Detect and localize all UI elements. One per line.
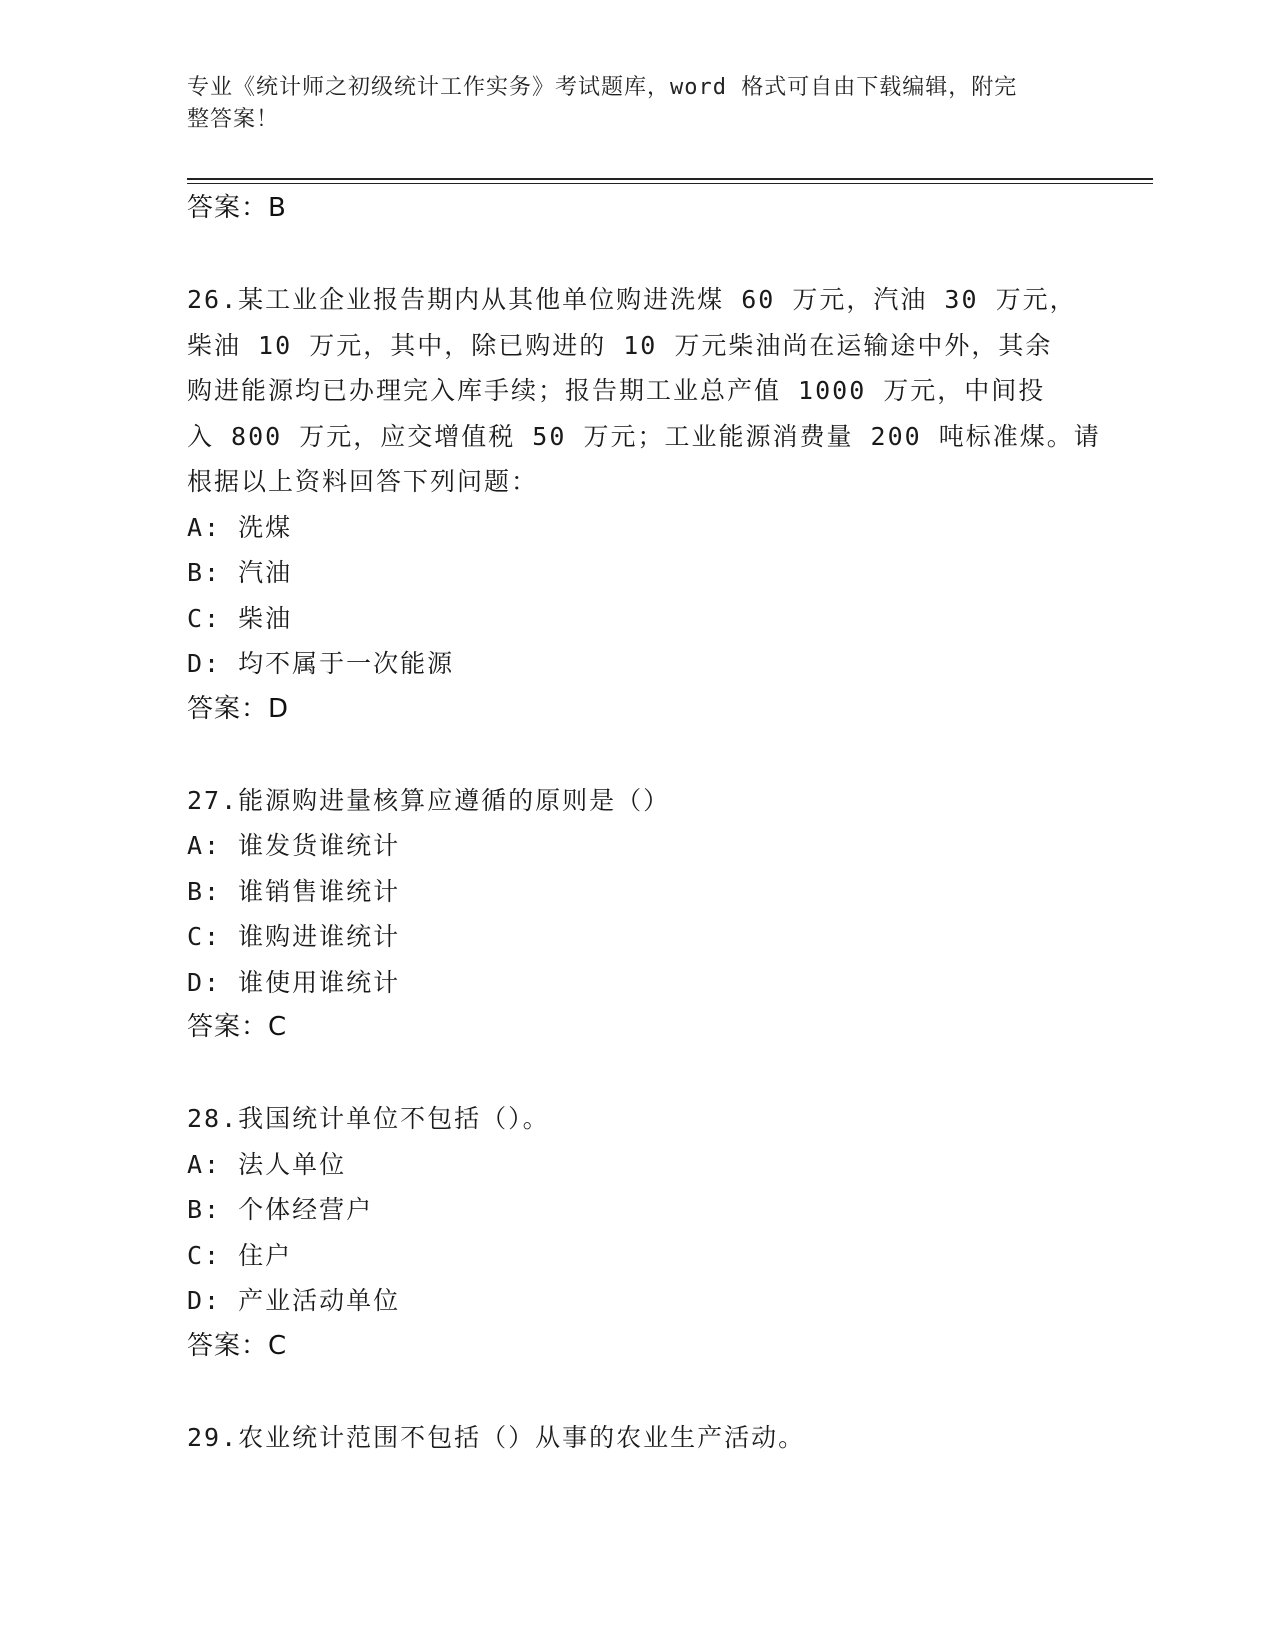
spacer (187, 1051, 1087, 1097)
option-a: A: 谁发货谁统计 (187, 831, 401, 860)
header-line-1: 专业《统计师之初级统计工作实务》考试题库，word 格式可自由下载编辑，附完 (187, 75, 1018, 100)
question-item (187, 1096, 1087, 1369)
spacer (187, 1369, 1087, 1415)
spacer (187, 732, 1087, 778)
option-b: B: 谁销售谁统计 (187, 876, 401, 906)
page-header (187, 72, 1067, 136)
question-list (187, 186, 1101, 1460)
option-b: B: 个体经营户 (187, 1195, 374, 1224)
option-c: C: 柴油 (187, 603, 293, 633)
question-text-line: 入 800 万元，应交增值税 50 万元；工业能源消费量 200 吨标准煤。请 (187, 421, 1101, 451)
question-text-line: 购进能源均已办理完入库手续；报告期工业总产值 1000 万元，中间投 (187, 376, 1046, 405)
question-text-line: 29.农业统计范围不包括（）从事的农业生产活动。 (187, 1422, 806, 1452)
question-text-line: 柴油 10 万元，其中，除已购进的 10 万元柴油尚在运输途中外，其余 (187, 330, 1053, 360)
option-a: A: 法人单位 (187, 1149, 347, 1179)
spacer (187, 232, 1087, 278)
question-text-line: 27.能源购进量核算应遵循的原则是（） (187, 785, 671, 815)
question-text-line: 28.我国统计单位不包括（）。 (187, 1104, 550, 1133)
option-c: C: 谁购进谁统计 (187, 922, 401, 951)
question-item (187, 277, 1101, 732)
answer-label: 答案：C (187, 1330, 288, 1361)
question-text-line: 26.某工业企业报告期内从其他单位购进洗煤 60 万元，汽油 30 万元， (187, 285, 1077, 314)
header-line-2: 整答案！ (187, 107, 280, 132)
option-d: D: 均不属于一次能源 (187, 649, 455, 678)
option-d: D: 产业活动单位 (187, 1286, 401, 1315)
option-c: C: 住户 (187, 1240, 293, 1270)
previous-answer: 答案：B (187, 193, 287, 223)
question-item (187, 778, 1087, 1051)
option-d: D: 谁使用谁统计 (187, 967, 401, 997)
question-item (187, 1415, 1087, 1461)
answer-label: 答案：C (187, 1012, 288, 1042)
answer-label: 答案：D (187, 693, 290, 724)
option-a: A: 洗煤 (187, 512, 293, 542)
question-text-line: 根据以上资料回答下列问题： (187, 467, 539, 496)
header-divider-thin (187, 183, 1153, 184)
option-b: B: 汽油 (187, 558, 293, 587)
header-divider-thick (187, 178, 1153, 180)
